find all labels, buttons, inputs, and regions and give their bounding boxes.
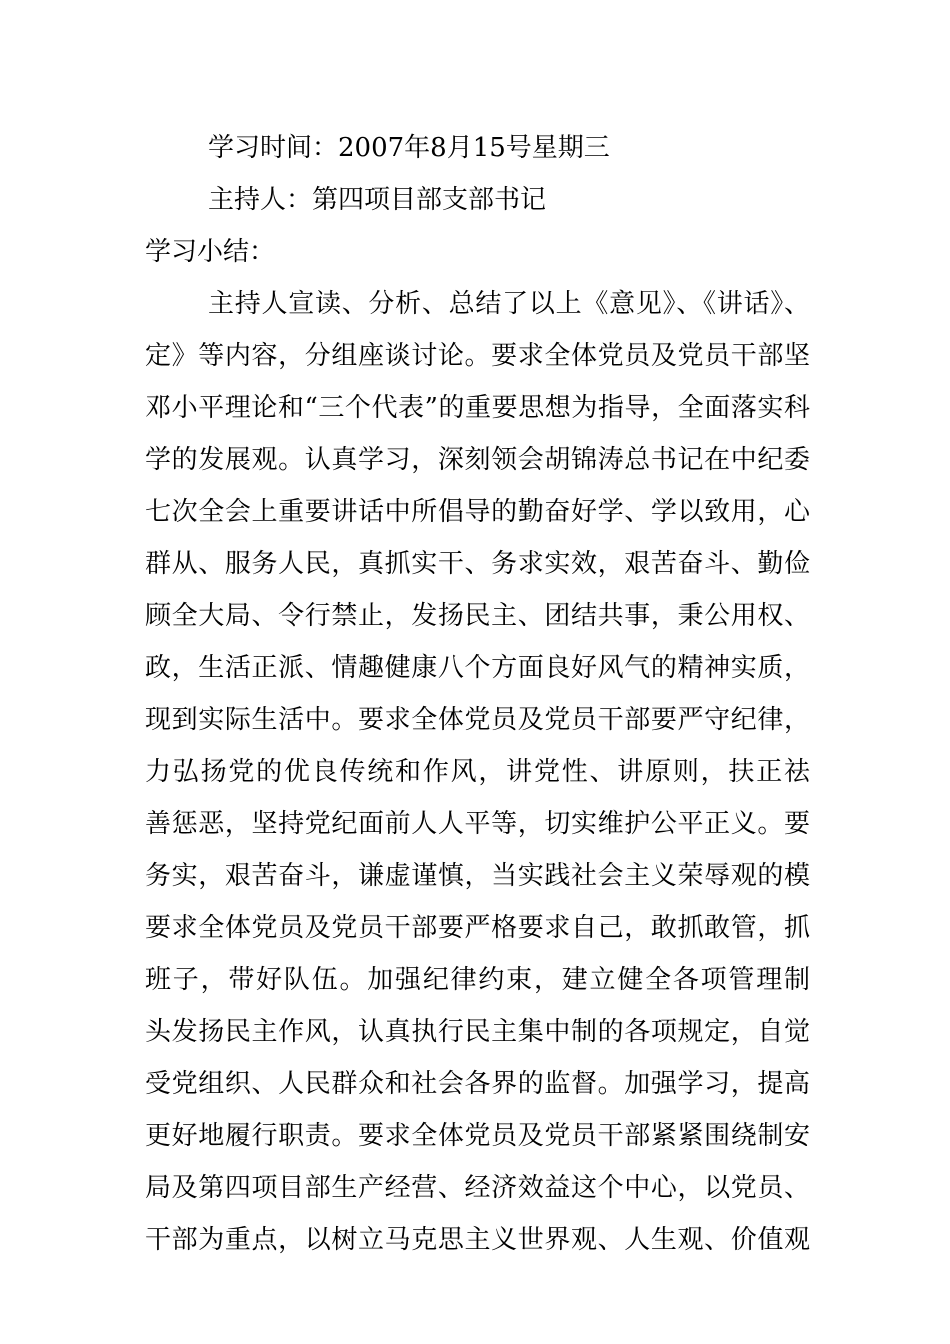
paragraph-line: 主持人宣读、分析、总结了以上《意见》、《讲话》、	[208, 289, 810, 319]
paragraph-line: 更好地履行职责。要求全体党员及党员干部紧紧围绕制安	[145, 1121, 810, 1151]
summary-label: 学习小结：	[145, 237, 276, 267]
document-content	[145, 122, 810, 1266]
paragraph-line: 政，生活正派、情趣健康八个方面良好风气的精神实质，	[145, 653, 810, 683]
paragraph-line: 邓小平理论和“三个代表”的重要思想为指导，全面落实科	[145, 393, 810, 423]
study-time-line: 学习时间：2007年8月15号星期三	[208, 133, 610, 163]
paragraph-line: 顾全大局、令行禁止，发扬民主、团结共事，秉公用权、	[145, 601, 810, 631]
paragraph-line: 受党组织、人民群众和社会各界的监督。加强学习，提高	[145, 1069, 810, 1099]
summary-paragraph	[145, 278, 810, 1266]
paragraph-line: 七次全会上重要讲话中所倡导的勤奋好学、学以致用，心	[145, 497, 810, 527]
paragraph-line: 务实，艰苦奋斗，谦虚谨慎，当实践社会主义荣辱观的模	[145, 861, 810, 891]
paragraph-line: 干部为重点，以树立马克思主义世界观、人生观、价值观	[145, 1225, 810, 1255]
paragraph-line: 局及第四项目部生产经营、经济效益这个中心，以党员、	[145, 1173, 810, 1203]
paragraph-line: 学的发展观。认真学习，深刻领会胡锦涛总书记在中纪委	[145, 445, 810, 475]
paragraph-line: 现到实际生活中。要求全体党员及党员干部要严守纪律，	[145, 705, 810, 735]
paragraph-line: 班子，带好队伍。加强纪律约束，建立健全各项管理制	[145, 965, 810, 995]
paragraph-line: 要求全体党员及党员干部要严格要求自己，敢抓敢管，抓	[145, 913, 810, 943]
paragraph-line: 力弘扬党的优良传统和作风，讲党性、讲原则，扶正祛	[145, 757, 810, 787]
host-line: 主持人：第四项目部支部书记	[208, 185, 547, 215]
paragraph-line: 定》等内容，分组座谈讨论。要求全体党员及党员干部坚	[145, 341, 810, 371]
paragraph-line: 头发扬民主作风，认真执行民主集中制的各项规定，自觉	[145, 1017, 810, 1047]
paragraph-line: 善惩恶，坚持党纪面前人人平等，切实维护公平正义。要	[145, 809, 810, 839]
paragraph-line: 群从、服务人民，真抓实干、务求实效，艰苦奋斗、勤俭	[145, 549, 810, 579]
